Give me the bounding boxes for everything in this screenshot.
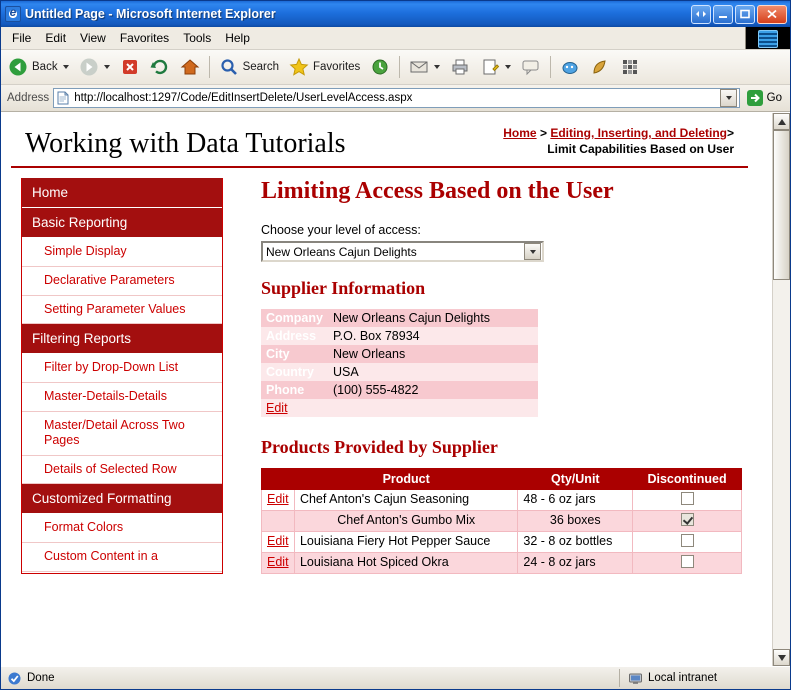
messenger-icon (560, 57, 580, 77)
page-icon (56, 91, 70, 105)
table-row (262, 532, 742, 553)
table-row (262, 490, 742, 511)
chevron-down-icon[interactable] (434, 65, 440, 69)
breadcrumb (503, 125, 734, 160)
product-qty: 32 - 8 oz bottles (518, 532, 633, 553)
table-row (261, 309, 538, 327)
go-button[interactable] (744, 89, 788, 107)
refresh-button[interactable] (146, 55, 174, 79)
address-dropdown-button[interactable] (720, 89, 737, 107)
messenger-button[interactable] (556, 55, 584, 79)
browser-content (1, 112, 790, 666)
favorites-label: Favorites (313, 61, 361, 73)
row-edit-cell (262, 511, 295, 532)
sidebar-item-home[interactable]: Home (22, 178, 222, 208)
main-content (223, 178, 758, 574)
scrollbar-thumb[interactable] (773, 130, 790, 280)
web-page (1, 113, 772, 666)
product-qty: 48 - 6 oz jars (518, 490, 633, 511)
print-icon (450, 57, 470, 77)
scrollbar-track[interactable] (773, 130, 790, 649)
back-button[interactable] (4, 55, 73, 79)
supplier-phone-label: Phone (261, 381, 328, 399)
discontinued-checkbox (681, 555, 694, 568)
forward-button[interactable] (75, 55, 114, 79)
scroll-up-button[interactable] (773, 113, 790, 130)
products-table (261, 468, 742, 574)
column-header-qty: Qty/Unit (518, 469, 633, 490)
product-edit-link[interactable]: Edit (267, 555, 289, 570)
research-button[interactable] (586, 55, 614, 79)
discontinued-checkbox (681, 534, 694, 547)
forward-icon (79, 57, 99, 77)
product-qty: 36 boxes (518, 511, 633, 532)
product-discontinued-cell (633, 553, 742, 574)
go-icon (746, 89, 764, 107)
access-level-select[interactable] (261, 241, 544, 262)
row-edit-cell (262, 553, 295, 574)
scroll-down-button[interactable] (773, 649, 790, 666)
supplier-country-label: Country (261, 363, 328, 381)
product-name: Chef Anton's Gumbo Mix (294, 511, 517, 532)
sidebar-item-simple-display[interactable]: Simple Display (22, 238, 222, 267)
stop-icon (120, 57, 140, 77)
supplier-edit-link[interactable]: Edit (266, 401, 288, 416)
search-label: Search (242, 61, 280, 73)
favorites-icon (289, 57, 309, 77)
product-name: Chef Anton's Cajun Seasoning (294, 490, 517, 511)
search-button[interactable] (215, 55, 283, 79)
edit-button[interactable] (476, 55, 515, 79)
table-row (261, 345, 538, 363)
favorites-button[interactable] (285, 55, 364, 79)
discuss-icon (521, 57, 541, 77)
sidebar-item-custom-content[interactable]: Custom Content in a (22, 543, 222, 572)
restore-down-icon[interactable] (691, 5, 711, 24)
supplier-details-table (261, 309, 538, 417)
product-edit-link[interactable]: Edit (267, 492, 289, 507)
back-label: Back (32, 61, 58, 73)
breadcrumb-home-link[interactable]: Home (503, 126, 537, 140)
column-header-command (262, 469, 295, 490)
chevron-down-icon[interactable] (104, 65, 110, 69)
table-row (262, 511, 742, 532)
discontinued-checkbox (681, 492, 694, 505)
title-bar (1, 1, 790, 27)
row-edit-cell (262, 532, 295, 553)
maximize-icon[interactable] (735, 5, 755, 24)
chevron-down-icon[interactable] (524, 243, 541, 260)
address-label: Address (7, 92, 50, 104)
security-zone-label: Local intranet (648, 672, 718, 684)
menu-item-file[interactable]: File (12, 31, 32, 45)
close-icon[interactable] (757, 5, 787, 24)
toolbar-separator (550, 56, 551, 78)
minimize-icon[interactable] (713, 5, 733, 24)
search-icon (219, 57, 239, 77)
supplier-country-value: USA (328, 363, 538, 381)
sidebar-item-master-detail-across-two-pages[interactable]: Master/Detail Across Two Pages (22, 412, 222, 456)
breadcrumb-separator-1: > (539, 126, 547, 140)
supplier-address-label: Address (261, 327, 328, 345)
back-icon (8, 57, 28, 77)
table-row (261, 381, 538, 399)
sidebar-item-setting-parameter-values[interactable]: Setting Parameter Values (22, 296, 222, 325)
chevron-down-icon (726, 96, 732, 100)
column-header-discontinued: Discontinued (633, 469, 742, 490)
breadcrumb-separator-2: > (726, 126, 734, 140)
menu-item-edit[interactable]: Edit (45, 31, 67, 45)
menu-item-view[interactable]: View (80, 31, 106, 45)
toolbar-separator (399, 56, 400, 78)
sidebar-item-details-of-selected-row[interactable]: Details of Selected Row (22, 456, 222, 485)
product-discontinued-cell (633, 532, 742, 553)
caret-glyph (530, 250, 536, 254)
toolbar (1, 50, 790, 85)
supplier-city-label: City (261, 345, 328, 363)
history-button[interactable] (366, 55, 394, 79)
menu-item-favorites[interactable]: Favorites (119, 31, 170, 45)
column-header-product: Product (294, 469, 517, 490)
menu-bar (1, 27, 790, 50)
blog-icon (620, 57, 640, 77)
home-icon (180, 57, 200, 77)
sidebar-item-basic-reporting[interactable]: Basic Reporting (22, 208, 222, 238)
table-header-row (262, 469, 742, 490)
supplier-address-value: P.O. Box 78934 (328, 327, 538, 345)
access-level-value: New Orleans Cajun Delights (266, 244, 417, 259)
access-level-label: Choose your level of access: (261, 223, 421, 238)
breadcrumb-section-link[interactable]: Editing, Inserting, and Deleting (550, 126, 727, 140)
supplier-section-heading: Supplier Information (261, 278, 426, 299)
mail-icon (409, 57, 429, 77)
product-discontinued-cell (633, 511, 742, 532)
history-icon (370, 57, 390, 77)
menu-item-tools[interactable]: Tools (183, 31, 212, 45)
intranet-zone-icon (628, 671, 643, 686)
site-title: Working with Data Tutorials (25, 128, 346, 160)
breadcrumb-current: Limit Capabilities Based on User (547, 142, 734, 157)
product-name: Louisiana Hot Spiced Okra (294, 553, 517, 574)
edit-icon (480, 57, 500, 77)
address-input[interactable] (53, 88, 739, 108)
chevron-down-icon[interactable] (505, 65, 511, 69)
done-icon (7, 671, 22, 686)
table-row (261, 399, 538, 417)
windows-logo-icon (745, 27, 790, 49)
refresh-icon (150, 57, 170, 77)
sidebar-item-format-colors[interactable]: Format Colors (22, 514, 222, 543)
table-row (261, 363, 538, 381)
research-icon (590, 57, 610, 77)
address-url-text: http://localhost:1297/Code/EditInsertDelete/UserLevelAccess.aspx (74, 92, 413, 104)
page-header (11, 113, 748, 168)
product-name: Louisiana Fiery Hot Pepper Sauce (294, 532, 517, 553)
page-scrollbar[interactable] (772, 113, 790, 666)
discontinued-checkbox (681, 513, 694, 526)
products-section-heading: Products Provided by Supplier (261, 437, 498, 458)
sidebar (21, 178, 223, 574)
supplier-city-value: New Orleans (328, 345, 538, 363)
sidebar-item-filter-by-drop-down-list[interactable]: Filter by Drop-Down List (22, 354, 222, 383)
print-button[interactable] (446, 55, 474, 79)
toolbar-separator (209, 56, 210, 78)
table-row (262, 553, 742, 574)
status-bar (1, 666, 790, 689)
menu-item-help[interactable]: Help (225, 31, 250, 45)
product-discontinued-cell (633, 490, 742, 511)
supplier-phone-value: (100) 555-4822 (328, 381, 538, 399)
mail-button[interactable] (405, 55, 444, 79)
blog-button[interactable] (616, 55, 644, 79)
chevron-down-icon[interactable] (63, 65, 69, 69)
product-qty: 24 - 8 oz jars (518, 553, 633, 574)
window-title: Untitled Page - Microsoft Internet Explorer (25, 7, 276, 21)
home-button[interactable] (176, 55, 204, 79)
status-message-area (3, 669, 620, 687)
ie-page-icon (5, 6, 21, 22)
discuss-button[interactable] (517, 55, 545, 79)
sidebar-item-declarative-parameters[interactable]: Declarative Parameters (22, 267, 222, 296)
window-controls (691, 5, 787, 24)
row-edit-cell (262, 490, 295, 511)
supplier-company-label: Company (261, 309, 328, 327)
address-bar (1, 85, 790, 112)
go-label: Go (766, 92, 782, 104)
product-edit-link[interactable]: Edit (267, 534, 289, 549)
supplier-company-value: New Orleans Cajun Delights (328, 309, 538, 327)
status-text: Done (27, 672, 55, 684)
security-zone (620, 669, 788, 687)
table-row (261, 327, 538, 345)
page-title: Limiting Access Based on the User (261, 178, 614, 205)
sidebar-item-filtering-reports[interactable]: Filtering Reports (22, 324, 222, 354)
stop-button[interactable] (116, 55, 144, 79)
sidebar-item-master-details-details[interactable]: Master-Details-Details (22, 383, 222, 412)
sidebar-item-customized-formatting[interactable]: Customized Formatting (22, 484, 222, 514)
